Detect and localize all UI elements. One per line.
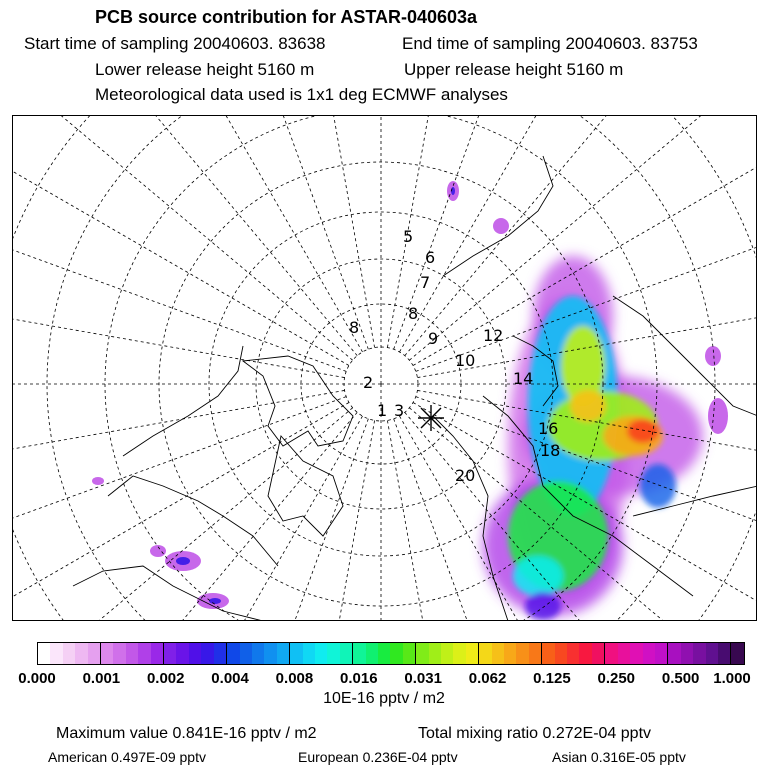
colorbar-swatch — [214, 643, 226, 664]
colorbar-swatch — [718, 643, 730, 664]
grid-label: 10 — [455, 351, 476, 370]
grid-label: 14 — [513, 369, 534, 388]
colorbar-swatch — [655, 643, 667, 664]
map-panel — [12, 115, 757, 621]
end-time-label: End time of sampling 20040603. 83753 — [402, 34, 698, 53]
american-contribution-label: American 0.497E-09 pptv — [48, 749, 206, 765]
colorbar-swatch — [643, 643, 655, 664]
meridian-line — [277, 116, 375, 348]
colorbar-tick-label: 0.002 — [146, 670, 185, 687]
colorbar-tick-label: 0.016 — [340, 670, 378, 687]
graticule — [13, 116, 757, 621]
colorbar-swatch — [415, 643, 428, 664]
colorbar-swatch — [352, 643, 365, 664]
polar-map — [13, 116, 757, 621]
colorbar-swatch — [189, 643, 201, 664]
colorbar-swatch — [466, 643, 478, 664]
colorbar-swatch — [693, 643, 705, 664]
colorbar-swatch — [541, 643, 554, 664]
european-contribution-label: European 0.236E-04 pptv — [298, 749, 458, 765]
colorbar-swatch — [579, 643, 591, 664]
colorbar-swatch — [252, 643, 264, 664]
colorbar-swatch — [113, 643, 125, 664]
colorbar-tick-label: 1.000 — [713, 670, 751, 687]
total-mixing-label: Total mixing ratio 0.272E-04 pptv — [418, 725, 652, 742]
meridian-line — [81, 416, 363, 621]
upper-release-label: Upper release height 5160 m — [404, 60, 624, 79]
colorbar-swatch — [277, 643, 289, 664]
colorbar-swatch — [163, 643, 176, 664]
asian-contribution-label: Asian 0.316E-05 pptv — [552, 749, 686, 765]
colorbar-tick-label: 0.031 — [404, 670, 442, 687]
colorbar-swatch — [340, 643, 352, 664]
colorbar-swatch — [151, 643, 163, 664]
grid-label: 18 — [540, 441, 561, 460]
colorbar-swatch — [453, 643, 465, 664]
grid-label: 5 — [403, 227, 414, 246]
meridian-line — [13, 179, 346, 372]
colorbar-swatch — [366, 643, 378, 664]
colorbar — [37, 642, 745, 665]
colorbar-swatch — [730, 643, 743, 664]
colorbar-swatch — [516, 643, 528, 664]
colorbar-swatch — [201, 643, 213, 664]
grid-label: 9 — [428, 329, 439, 348]
grid-label: 16 — [538, 419, 559, 438]
colorbar-swatch — [303, 643, 315, 664]
colorbar-tick-label: 0.062 — [468, 670, 507, 687]
colorbar-tick-label: 0.500 — [661, 670, 700, 687]
receptor-marker-icon — [418, 405, 444, 431]
colorbar-tick-label: 0.250 — [597, 670, 636, 687]
colorbar-swatch — [555, 643, 567, 664]
meridian-line — [81, 116, 363, 352]
colorbar-swatch — [604, 643, 617, 664]
colorbar-swatch — [138, 643, 150, 664]
meridian-line — [13, 280, 345, 378]
meridian-line — [13, 116, 353, 360]
grid-label: 6 — [425, 248, 436, 267]
grid-label: 3 — [394, 401, 405, 420]
colorbar-swatch — [289, 643, 302, 664]
colorbar-swatch — [63, 643, 75, 664]
colorbar-swatch — [315, 643, 327, 664]
concentration-field — [92, 181, 728, 620]
colorbar-swatch — [50, 643, 62, 664]
colorbar-swatch — [390, 643, 402, 664]
met-data-label: Meteorological data used is 1x1 deg ECMWF analyses — [95, 85, 508, 104]
grid-label: 8 — [408, 304, 419, 323]
colorbar-swatch — [378, 643, 390, 664]
colorbar-swatch — [681, 643, 693, 664]
lower-release-label: Lower release height 5160 m — [95, 60, 315, 79]
meridian-line — [13, 403, 349, 622]
colorbar-swatch — [706, 643, 718, 664]
colorbar-swatch — [176, 643, 188, 664]
colorbar-swatch — [75, 643, 87, 664]
start-time-label: Start time of sampling 20040603. 83638 — [24, 34, 326, 53]
colorbar-swatch — [126, 643, 138, 664]
grid-label: 7 — [420, 273, 431, 292]
colorbar-tick-label: 0.000 — [18, 670, 56, 687]
colorbar-swatch — [441, 643, 453, 664]
colorbar-tick-label: 0.125 — [533, 670, 571, 687]
colorbar-swatch — [529, 643, 541, 664]
colorbar-swatch — [478, 643, 491, 664]
grid-label: 12 — [483, 326, 504, 345]
colorbar-swatch — [492, 643, 504, 664]
colorbar-swatch — [100, 643, 113, 664]
colorbar-swatch — [504, 643, 516, 664]
grid-label: 2 — [363, 373, 374, 392]
colorbar-swatch — [630, 643, 642, 664]
meridian-line — [13, 412, 357, 621]
colorbar-swatch — [667, 643, 680, 664]
colorbar-swatch — [327, 643, 339, 664]
map-title: PCB source contribution for ASTAR-040603a — [95, 7, 478, 27]
colorbar-swatch — [618, 643, 630, 664]
meridian-line — [176, 116, 369, 349]
colorbar-tick-label: 0.008 — [275, 670, 314, 687]
colorbar-swatch — [38, 643, 50, 664]
meridian-line — [13, 116, 360, 356]
meridian-line — [176, 419, 369, 621]
colorbar-tick-label: 0.001 — [82, 670, 121, 687]
colorbar-swatch — [567, 643, 579, 664]
grid-label: 20 — [455, 466, 476, 485]
grid-label: 8 — [349, 318, 360, 337]
grid-label: 1 — [377, 401, 388, 420]
colorbar-units: 10E-16 pptv / m2 — [323, 690, 445, 707]
colorbar-swatch — [429, 643, 441, 664]
colorbar-swatch — [403, 643, 415, 664]
colorbar-swatch — [226, 643, 239, 664]
max-value-label: Maximum value 0.841E-16 pptv / m2 — [56, 725, 317, 742]
colorbar-swatch — [592, 643, 604, 664]
colorbar-tick-label: 0.004 — [211, 670, 249, 687]
colorbar-swatch — [264, 643, 276, 664]
colorbar-swatch — [88, 643, 100, 664]
colorbar-swatch — [240, 643, 252, 664]
